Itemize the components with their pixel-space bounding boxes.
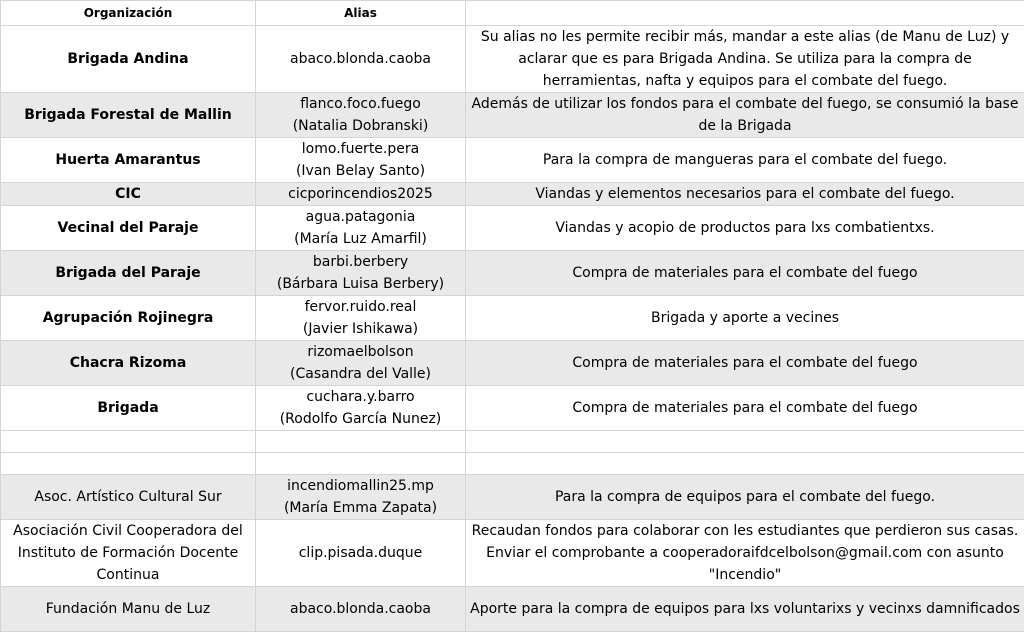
cell-organizacion[interactable]: CIC xyxy=(1,183,256,206)
table-row xyxy=(1,587,1024,632)
table-row xyxy=(1,251,1024,296)
cell-descripcion[interactable]: Viandas y elementos necesarios para el combate del fuego. xyxy=(466,183,1024,206)
cell-alias[interactable]: fervor.ruido.real (Javier Ishikawa) xyxy=(256,296,466,341)
cell-alias[interactable] xyxy=(256,453,466,475)
cell-descripcion[interactable]: Para la compra de equipos para el combate del fuego. xyxy=(466,475,1024,520)
cell-descripcion[interactable]: Brigada y aporte a vecines xyxy=(466,296,1024,341)
cell-alias[interactable]: barbi.berbery (Bárbara Luisa Berbery) xyxy=(256,251,466,296)
cell-alias[interactable]: incendiomallin25.mp (María Emma Zapata) xyxy=(256,475,466,520)
cell-descripcion[interactable]: Además de utilizar los fondos para el combate del fuego, se consumió la base de la Brigada xyxy=(466,93,1024,138)
cell-organizacion[interactable]: Brigada Andina xyxy=(1,26,256,93)
table-row xyxy=(1,26,1024,93)
table-row xyxy=(1,341,1024,386)
table-body xyxy=(1,26,1024,632)
cell-descripcion[interactable]: Recaudan fondos para colaborar con les estudiantes que perdieron sus casas. Enviar el comprobante a cooperadoraifdcelbolson@gmail.com con asunto "Incendio" xyxy=(466,520,1024,587)
table-row xyxy=(1,475,1024,520)
cell-alias[interactable]: rizomaelbolson (Casandra del Valle) xyxy=(256,341,466,386)
table-row xyxy=(1,206,1024,251)
cell-alias[interactable]: cicporincendios2025 xyxy=(256,183,466,206)
cell-organizacion[interactable]: Asoc. Artístico Cultural Sur xyxy=(1,475,256,520)
cell-descripcion[interactable]: Viandas y acopio de productos para lxs combatientxs. xyxy=(466,206,1024,251)
cell-descripcion[interactable]: Su alias no les permite recibir más, mandar a este alias (de Manu de Luz) y aclarar que es para Brigada Andina. Se utiliza para la compra de herramientas, nafta y equipos para el combate del fuego. xyxy=(466,26,1024,93)
cell-organizacion[interactable]: Agrupación Rojinegra xyxy=(1,296,256,341)
cell-descripcion[interactable]: Compra de materiales para el combate del fuego xyxy=(466,251,1024,296)
cell-organizacion[interactable]: Chacra Rizoma xyxy=(1,341,256,386)
cell-organizacion[interactable]: Asociación Civil Cooperadora del Instituto de Formación Docente Continua xyxy=(1,520,256,587)
cell-alias[interactable]: clip.pisada.duque xyxy=(256,520,466,587)
cell-organizacion[interactable]: Vecinal del Paraje xyxy=(1,206,256,251)
table-row xyxy=(1,386,1024,431)
cell-alias[interactable]: lomo.fuerte.pera (Ivan Belay Santo) xyxy=(256,138,466,183)
header-descripcion[interactable] xyxy=(466,1,1024,26)
cell-organizacion[interactable] xyxy=(1,453,256,475)
cell-alias[interactable]: abaco.blonda.caoba xyxy=(256,587,466,632)
cell-alias[interactable]: agua.patagonia (María Luz Amarfil) xyxy=(256,206,466,251)
cell-descripcion[interactable] xyxy=(466,453,1024,475)
table-row xyxy=(1,138,1024,183)
cell-descripcion[interactable] xyxy=(466,431,1024,453)
cell-organizacion[interactable]: Huerta Amarantus xyxy=(1,138,256,183)
cell-organizacion[interactable]: Fundación Manu de Luz xyxy=(1,587,256,632)
table-row xyxy=(1,520,1024,587)
cell-descripcion[interactable]: Aporte para la compra de equipos para lxs voluntarixs y vecinxs damnificados xyxy=(466,587,1024,632)
cell-descripcion[interactable]: Compra de materiales para el combate del fuego xyxy=(466,386,1024,431)
cell-alias[interactable]: abaco.blonda.caoba xyxy=(256,26,466,93)
cell-organizacion[interactable]: Brigada del Paraje xyxy=(1,251,256,296)
cell-organizacion[interactable]: Brigada xyxy=(1,386,256,431)
header-row xyxy=(1,1,1024,26)
cell-descripcion[interactable]: Para la compra de mangueras para el combate del fuego. xyxy=(466,138,1024,183)
table-row xyxy=(1,296,1024,341)
header-alias[interactable]: Alias xyxy=(256,1,466,26)
table-row xyxy=(1,183,1024,206)
cell-alias[interactable] xyxy=(256,431,466,453)
cell-alias[interactable]: cuchara.y.barro (Rodolfo García Nunez) xyxy=(256,386,466,431)
cell-descripcion[interactable]: Compra de materiales para el combate del fuego xyxy=(466,341,1024,386)
cell-organizacion[interactable] xyxy=(1,431,256,453)
cell-organizacion[interactable]: Brigada Forestal de Mallin xyxy=(1,93,256,138)
header-organizacion[interactable]: Organización xyxy=(1,1,256,26)
table-row xyxy=(1,93,1024,138)
table-row xyxy=(1,431,1024,453)
cell-alias[interactable]: flanco.foco.fuego (Natalia Dobranski) xyxy=(256,93,466,138)
table-row xyxy=(1,453,1024,475)
